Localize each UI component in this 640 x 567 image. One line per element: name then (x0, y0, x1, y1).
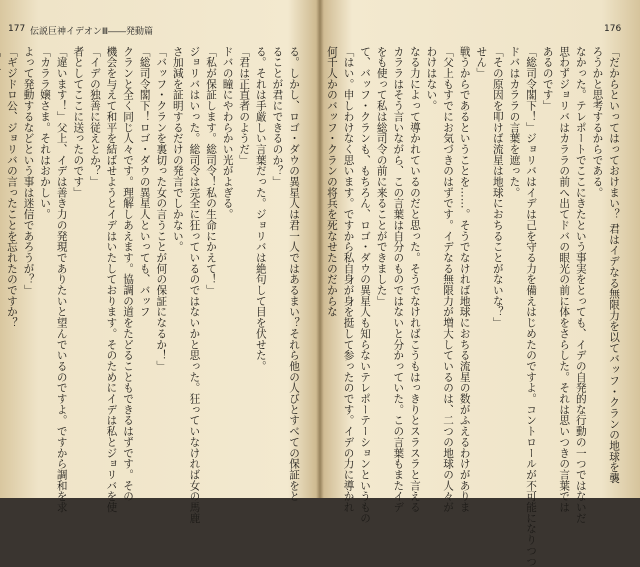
text-line: あるのです」 (541, 46, 554, 112)
text-line: ドバの瞳にやわらかい光がよぎる。 (221, 46, 234, 220)
text-line: 「イデの独善に従えとか？」 (88, 46, 101, 188)
text-line: 「その原因を叩けば流星は地球におちることがないな？」 (491, 46, 504, 329)
text-line: て、バッフ・クランも、もちろん、ロゴ・ダウの異星人も知らないテレポーテーションというもの (359, 46, 372, 524)
text-line: ドバはカララの言葉を遮った。 (508, 46, 521, 198)
text-line: る。しかし、ロゴ・ダウの異星人は君一人ではあるまい？それら他の人びとすべての保証をと (288, 46, 300, 502)
text-line: わけはない。 (425, 46, 438, 112)
text-line: をも使って私は総司令の前に来ることができました」 (375, 46, 388, 307)
text-line: 「君は正直者のようだ」 (238, 46, 251, 166)
text-line: 戦うからであるということを……。そうでなければ地球におちる流星の数がふえるわけがありま (458, 46, 471, 513)
text-line: カララはそう言いながら、この言葉は自分のものではないと分かっていた。この言葉もまたイデ (392, 46, 405, 513)
text-line: 機会を与えて和平を結ばせようとイデはいたしております。そのためにイデは私とジョリバを使 (105, 46, 118, 513)
text-line: 「はい。申しわけなく思います。ですから私自身が身を挺して参ったのです。イデの力に導かれ (342, 46, 355, 513)
text-line: 「だからといってはっておけまい？ 君はイデなる無限力を以てバッフ・クランの地球を襲 (608, 46, 620, 484)
text-line: ろうかと思考するからである。 (591, 46, 604, 198)
left-page (0, 0, 320, 524)
text-line: 「父上もすでにお気づきのはずです。イデなる無限力が増大しているのは、二つの地球の人々が (442, 46, 455, 513)
right-page-number: 176 (604, 24, 622, 34)
text-line: クランと全く同じ人々です。理解しあえます。協調の道をたどることもできるはずです。その (122, 46, 135, 502)
text-line: る。それは手厳しい言葉だった。ジョリバは絶句して目を伏せた。 (254, 46, 267, 372)
text-line: ることが君にできるのか？」 (271, 46, 284, 188)
text-line: せん」 (475, 46, 488, 79)
left-page-text (5, 46, 302, 524)
text-line: 「カララ嬢さま。それはおかしい。 (39, 46, 52, 220)
text-line: 「私が保証します。総司令！私の生命にかえて！」 (205, 46, 218, 296)
text-line: 「総司令閣下！」ジョリバはイデは己を守る力を備えはじめたのですよ。コントロールが不可能になりつつ (525, 46, 538, 567)
text-line: さ加減を証明するだけの発言でしかない。 (171, 46, 184, 253)
text-line: 「違います！」父上、イデは善き力の発現でありたいと望んでいるのですよ。ですから調和を求 (55, 46, 68, 513)
text-line: 何千人かのバッフ・クランの将兵を死なせたのだからな (325, 46, 338, 318)
text-line: 者としてここに送ったのです」 (72, 46, 85, 198)
text-line: 「総司令閣下！ロゴ・ダウの異星人といっても、バッフ (138, 46, 151, 318)
text-line: よって発動するなどという事は迷信であろうが？」 (22, 46, 35, 296)
text-line: 「ギジドロ公、ジョリバの言ったことを忘れたのですか？ (5, 46, 18, 329)
text-line: 思わずジョリバはカララの前へ出てドバの眼光の前に体をさらした。それは思いつきの言葉では (558, 46, 571, 513)
running-header: 伝説巨神イデオンⅢ――発動篇 (30, 27, 154, 37)
text-line: なかった。テレポートでここにきたという事実をとっても、イデの自発的な行動の一つではないだ (574, 46, 587, 524)
left-page-number: 177 (8, 24, 26, 34)
right-page-text (325, 46, 622, 567)
right-page (320, 0, 640, 567)
text-line: 「バッフ・クランを裏切った女の言うことが何の保証になるか！」 (155, 46, 168, 372)
text-line: なる力によって導かれているのだと思った。そうでなければこうもはっきりとスラスラと言える (408, 46, 421, 513)
text-line: ジョリバはいった。総司令は完全に狂っているのではないかと思った。狂っていなければ女の馬鹿 (188, 46, 201, 524)
